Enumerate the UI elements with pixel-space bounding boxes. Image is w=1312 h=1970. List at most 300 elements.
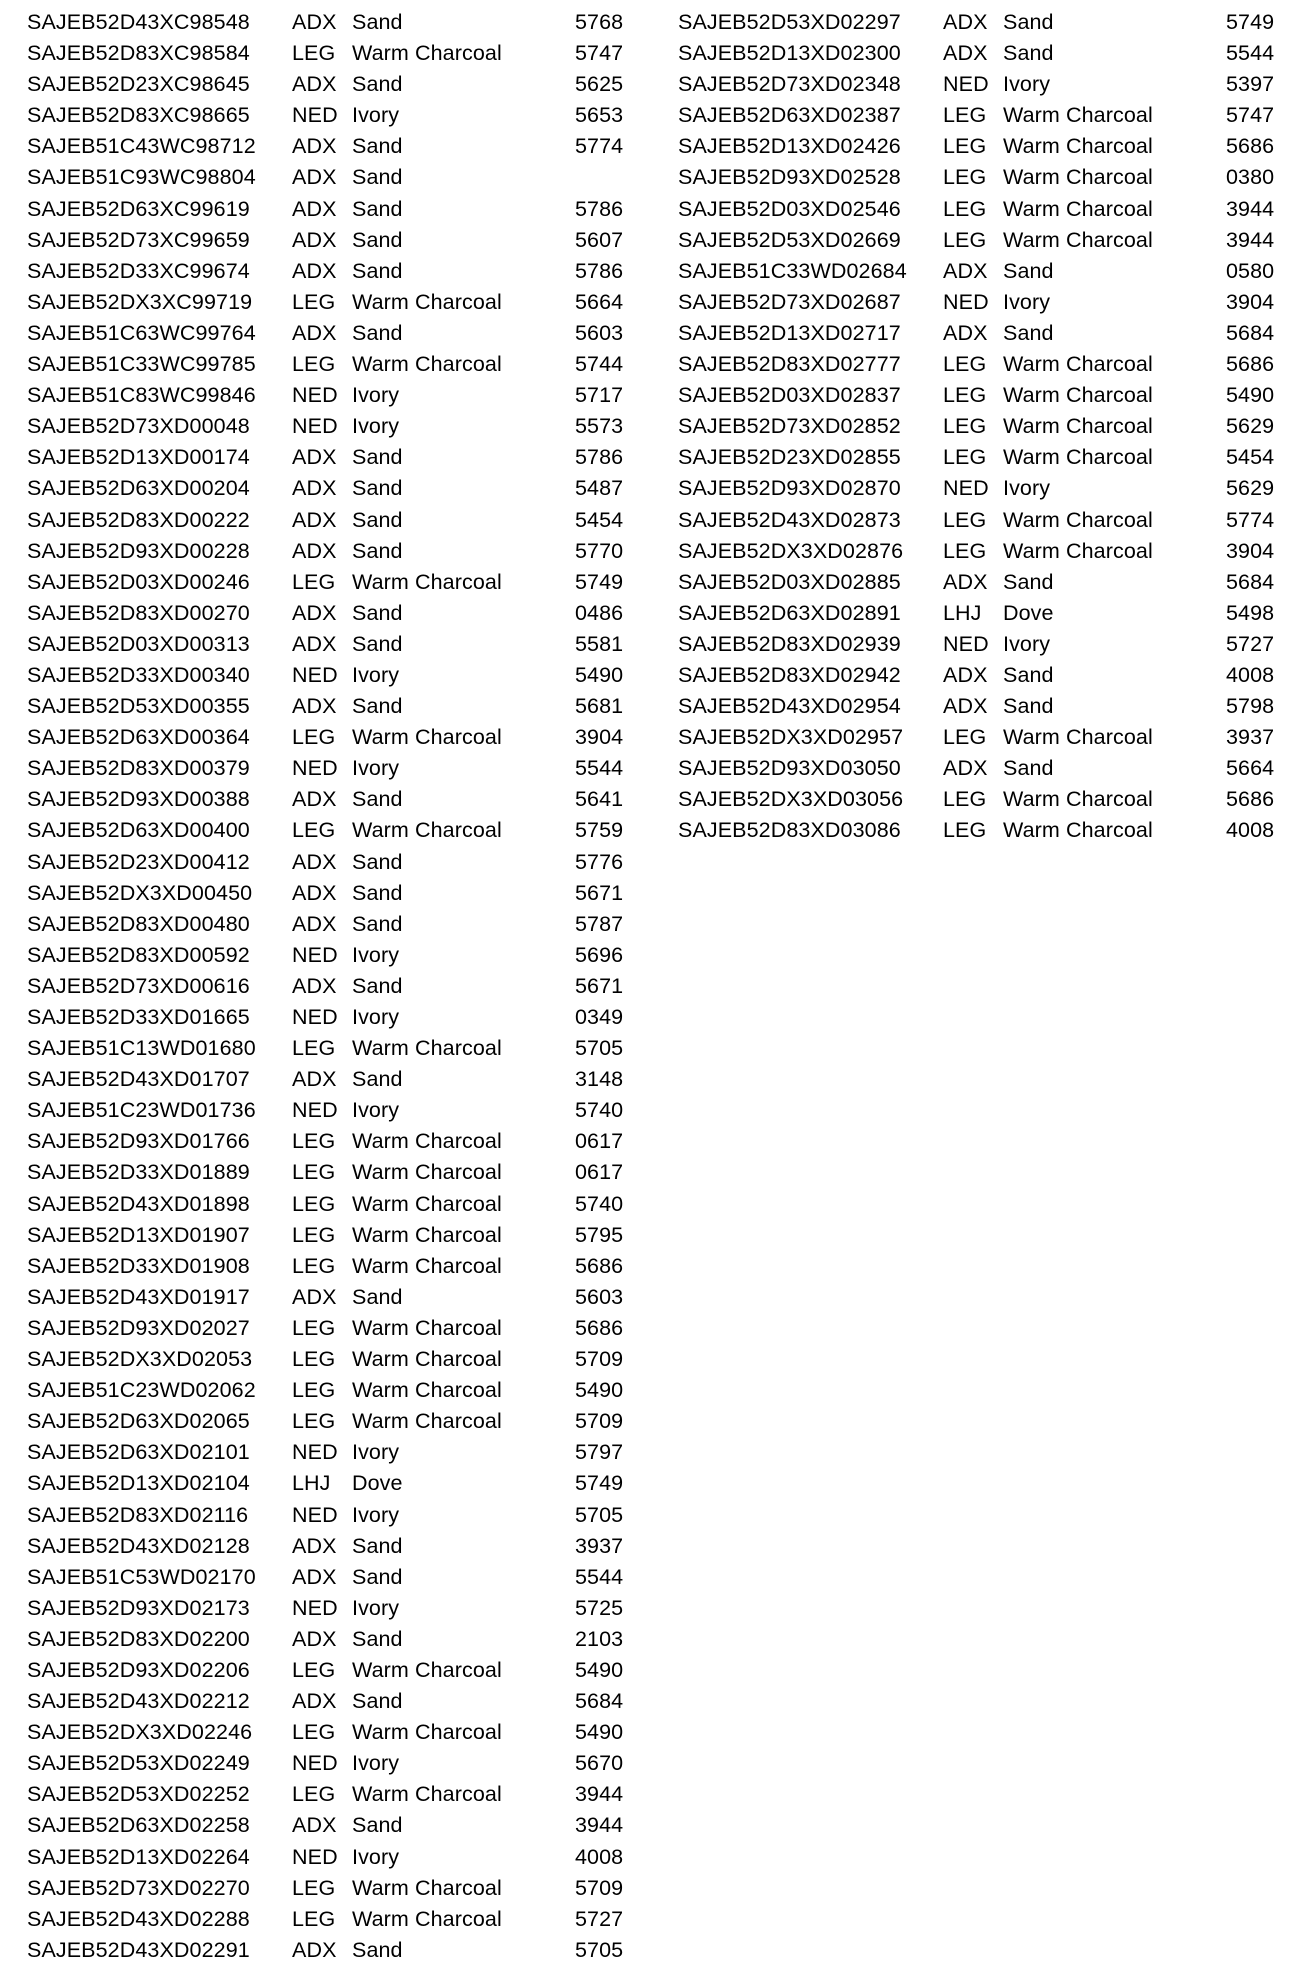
stock-number: 4008	[1226, 662, 1275, 687]
stock-number: 0580	[1226, 258, 1275, 283]
color-name: Sand	[352, 72, 403, 97]
color-name: Sand	[352, 1689, 403, 1714]
color-name: Warm Charcoal	[1003, 383, 1153, 408]
stock-number: 5684	[1226, 569, 1275, 594]
stock-number: 5607	[575, 227, 624, 252]
trim-code: NED	[292, 1098, 338, 1123]
trim-code: LEG	[943, 165, 987, 190]
color-name: Sand	[352, 1284, 403, 1309]
color-name: Sand	[1003, 756, 1054, 781]
vin-text: SAJEB52D73XD02270	[27, 1875, 250, 1900]
stock-number: 5725	[575, 1595, 624, 1620]
stock-number: 5684	[1226, 320, 1275, 345]
color-name: Warm Charcoal	[1003, 352, 1153, 377]
vin-text: SAJEB51C13WD01680	[27, 1036, 256, 1061]
stock-number: 5740	[575, 1191, 624, 1216]
color-name: Sand	[352, 320, 403, 345]
stock-number: 5774	[1226, 507, 1275, 532]
trim-code: NED	[292, 1751, 338, 1776]
trim-code: LHJ	[943, 600, 982, 625]
trim-code: ADX	[943, 662, 988, 687]
vin-text: SAJEB52D63XD02065	[27, 1409, 250, 1434]
vin-text: SAJEB52D53XD00355	[27, 694, 250, 719]
color-name: Ivory	[352, 1440, 400, 1465]
vin-text: SAJEB52D13XD02426	[678, 134, 901, 159]
stock-number: 5717	[575, 383, 624, 408]
color-name: Warm Charcoal	[352, 1409, 502, 1434]
trim-code: LEG	[943, 227, 987, 252]
stock-number: 5786	[575, 258, 624, 283]
color-name: Sand	[1003, 10, 1054, 34]
vin-text: SAJEB52DX3XD02876	[678, 538, 904, 563]
stock-number: 5709	[575, 1409, 624, 1434]
vin-text: SAJEB52D13XD02264	[27, 1844, 250, 1869]
stock-number: 5747	[1226, 103, 1275, 128]
trim-code: LEG	[292, 1875, 336, 1900]
trim-code: LEG	[943, 445, 987, 470]
trim-code: LEG	[292, 818, 336, 843]
vin-text: SAJEB52D93XD02528	[678, 165, 901, 190]
color-name: Warm Charcoal	[352, 1191, 502, 1216]
vin-text: SAJEB52D63XD02891	[678, 600, 901, 625]
trim-code: LEG	[292, 352, 336, 377]
trim-code: NED	[943, 72, 989, 97]
trim-code: ADX	[943, 258, 988, 283]
stock-number: 5671	[575, 973, 624, 998]
vin-text: SAJEB52D43XD02291	[27, 1937, 250, 1962]
stock-number: 5795	[575, 1222, 624, 1247]
vin-text: SAJEB52D43XC98548	[27, 10, 250, 34]
vin-text: SAJEB52D83XC98584	[27, 41, 250, 66]
vin-text: SAJEB52D73XD00048	[27, 414, 250, 439]
color-name: Warm Charcoal	[352, 725, 502, 750]
stock-number: 3148	[575, 1067, 624, 1092]
color-name: Warm Charcoal	[1003, 103, 1153, 128]
trim-code: LEG	[943, 507, 987, 532]
stock-number: 5603	[575, 1284, 624, 1309]
trim-code: ADX	[943, 756, 988, 781]
vin-text: SAJEB51C33WC99785	[27, 352, 256, 377]
color-name: Sand	[352, 1626, 403, 1651]
color-name: Warm Charcoal	[352, 1347, 502, 1372]
stock-number: 3937	[575, 1533, 624, 1558]
color-name: Sand	[1003, 694, 1054, 719]
vin-text: SAJEB52DX3XD00450	[27, 880, 253, 905]
stock-number: 5490	[575, 1720, 624, 1745]
trim-code: ADX	[292, 10, 337, 34]
color-name: Sand	[352, 631, 403, 656]
vin-text: SAJEB52D03XD00313	[27, 631, 250, 656]
vin-text: SAJEB52D33XD01665	[27, 1005, 250, 1029]
stock-number: 5744	[575, 352, 624, 377]
stock-number: 0486	[575, 600, 624, 625]
color-name: Sand	[352, 1564, 403, 1589]
trim-code: ADX	[943, 569, 988, 594]
stock-number: 5490	[575, 662, 624, 687]
vin-text: SAJEB52D83XC98665	[27, 103, 250, 128]
stock-number: 5498	[1226, 600, 1275, 625]
vin-text: SAJEB51C23WD01736	[27, 1098, 256, 1123]
vin-text: SAJEB52D13XD02300	[678, 41, 901, 66]
color-name: Warm Charcoal	[352, 352, 502, 377]
stock-number: 0617	[575, 1160, 624, 1185]
stock-number: 5705	[575, 1502, 624, 1527]
stock-number: 5670	[575, 1751, 624, 1776]
color-name: Sand	[1003, 258, 1054, 283]
trim-code: LEG	[292, 1720, 336, 1745]
stock-number: 5686	[575, 1253, 624, 1278]
color-name: Warm Charcoal	[1003, 165, 1153, 190]
color-name: Warm Charcoal	[352, 569, 502, 594]
trim-code: ADX	[292, 973, 337, 998]
color-name: Warm Charcoal	[352, 1657, 502, 1682]
color-name: Warm Charcoal	[352, 1036, 502, 1061]
vin-text: SAJEB52D63XD00204	[27, 476, 250, 501]
trim-code: LEG	[292, 725, 336, 750]
vin-text: SAJEB52D63XD02387	[678, 103, 901, 128]
trim-code: LEG	[292, 1315, 336, 1340]
color-name: Dove	[1003, 600, 1054, 625]
color-name: Sand	[352, 165, 403, 190]
color-name: Ivory	[352, 383, 400, 408]
stock-number: 5686	[575, 1315, 624, 1340]
color-name: Ivory	[1003, 476, 1051, 501]
color-name: Ivory	[352, 1844, 400, 1869]
stock-number: 4008	[1226, 818, 1275, 843]
color-name: Dove	[352, 1471, 403, 1496]
stock-number: 3937	[1226, 725, 1275, 750]
trim-code: LEG	[943, 787, 987, 812]
trim-code: LEG	[292, 569, 336, 594]
trim-code: ADX	[292, 1689, 337, 1714]
stock-number: 5684	[575, 1689, 624, 1714]
trim-code: ADX	[292, 165, 337, 190]
trim-code: NED	[292, 1595, 338, 1620]
vin-text: SAJEB52D23XD02855	[678, 445, 901, 470]
stock-number: 5581	[575, 631, 624, 656]
vin-text: SAJEB52D43XD02288	[27, 1906, 250, 1931]
vin-text: SAJEB52D83XD02939	[678, 631, 901, 656]
trim-code: ADX	[292, 600, 337, 625]
trim-code: NED	[292, 414, 338, 439]
trim-code: ADX	[292, 631, 337, 656]
stock-number: 0380	[1226, 165, 1275, 190]
vin-text: SAJEB52D03XD02837	[678, 383, 901, 408]
trim-code: ADX	[943, 320, 988, 345]
stock-number: 5544	[575, 756, 624, 781]
vin-text: SAJEB52D43XD02954	[678, 694, 901, 719]
stock-number: 5774	[575, 134, 624, 159]
vin-text: SAJEB52D43XD01707	[27, 1067, 250, 1092]
color-name: Sand	[352, 600, 403, 625]
color-name: Ivory	[352, 103, 400, 128]
color-name: Warm Charcoal	[352, 289, 502, 314]
vin-text: SAJEB52D53XD02249	[27, 1751, 250, 1776]
vin-text: SAJEB52D23XD00412	[27, 849, 250, 874]
color-name: Sand	[1003, 662, 1054, 687]
trim-code: LEG	[292, 1906, 336, 1931]
vin-text: SAJEB52D13XD02717	[678, 320, 901, 345]
trim-code: ADX	[292, 1284, 337, 1309]
color-name: Warm Charcoal	[1003, 414, 1153, 439]
trim-code: NED	[943, 476, 989, 501]
vin-text: SAJEB52D83XD00270	[27, 600, 250, 625]
stock-number: 5786	[575, 445, 624, 470]
stock-number: 5686	[1226, 787, 1275, 812]
trim-code: LEG	[943, 538, 987, 563]
trim-code: LEG	[292, 41, 336, 66]
stock-number: 5705	[575, 1036, 624, 1061]
vin-text: SAJEB52D33XC99674	[27, 258, 250, 283]
trim-code: LEG	[943, 103, 987, 128]
stock-number: 5681	[575, 694, 624, 719]
trim-code: ADX	[292, 134, 337, 159]
stock-number: 5544	[1226, 41, 1275, 66]
vin-text: SAJEB52D83XD00480	[27, 911, 250, 936]
vin-text: SAJEB52D63XC99619	[27, 196, 250, 221]
stock-number: 5653	[575, 103, 624, 128]
color-name: Ivory	[352, 1502, 400, 1527]
vin-text: SAJEB52D83XD03086	[678, 818, 901, 843]
color-name: Sand	[352, 694, 403, 719]
stock-number: 3944	[575, 1782, 624, 1807]
color-name: Ivory	[352, 1005, 400, 1029]
color-name: Sand	[352, 1533, 403, 1558]
vin-text: SAJEB52D13XD01907	[27, 1222, 250, 1247]
color-name: Warm Charcoal	[352, 1378, 502, 1403]
trim-code: ADX	[292, 258, 337, 283]
vin-text: SAJEB52D73XD00616	[27, 973, 250, 998]
trim-code: LEG	[292, 1253, 336, 1278]
trim-code: ADX	[292, 1937, 337, 1962]
vin-text: SAJEB52DX3XD02246	[27, 1720, 253, 1745]
stock-number: 5768	[575, 10, 624, 34]
color-name: Ivory	[352, 1595, 400, 1620]
trim-code: LEG	[292, 1191, 336, 1216]
stock-number: 5454	[575, 507, 624, 532]
trim-code: NED	[292, 1502, 338, 1527]
color-name: Warm Charcoal	[1003, 787, 1153, 812]
stock-number: 5603	[575, 320, 624, 345]
vin-text: SAJEB52DX3XD02957	[678, 725, 904, 750]
trim-code: ADX	[292, 476, 337, 501]
vin-text: SAJEB52D53XD02252	[27, 1782, 250, 1807]
trim-code: ADX	[292, 320, 337, 345]
trim-code: ADX	[292, 445, 337, 470]
stock-number: 5573	[575, 414, 624, 439]
vin-text: SAJEB52D93XD02173	[27, 1595, 250, 1620]
color-name: Sand	[352, 1937, 403, 1962]
stock-number: 5709	[575, 1875, 624, 1900]
stock-number: 5664	[1226, 756, 1275, 781]
color-name: Ivory	[1003, 631, 1051, 656]
color-name: Warm Charcoal	[1003, 507, 1153, 532]
color-name: Sand	[352, 787, 403, 812]
trim-code: ADX	[292, 227, 337, 252]
color-name: Sand	[352, 10, 403, 34]
color-name: Warm Charcoal	[352, 1253, 502, 1278]
trim-code: ADX	[292, 880, 337, 905]
stock-number: 5786	[575, 196, 624, 221]
vin-text: SAJEB52D13XD00174	[27, 445, 250, 470]
stock-number: 5625	[575, 72, 624, 97]
stock-number: 0349	[575, 1005, 624, 1029]
color-name: Ivory	[352, 662, 400, 687]
trim-code: ADX	[943, 10, 988, 34]
vin-text: SAJEB52DX3XD02053	[27, 1347, 253, 1372]
trim-code: ADX	[292, 538, 337, 563]
stock-number: 5544	[575, 1564, 624, 1589]
vin-text: SAJEB52D73XD02687	[678, 289, 901, 314]
color-name: Warm Charcoal	[352, 1720, 502, 1745]
vin-text: SAJEB52D93XD00228	[27, 538, 250, 563]
vin-text: SAJEB51C83WC99846	[27, 383, 256, 408]
color-name: Warm Charcoal	[1003, 196, 1153, 221]
trim-code: LEG	[292, 1409, 336, 1434]
vin-text: SAJEB51C33WD02684	[678, 258, 907, 283]
vin-text: SAJEB51C23WD02062	[27, 1378, 256, 1403]
vin-text: SAJEB52D23XC98645	[27, 72, 250, 97]
vin-text: SAJEB52D93XD02870	[678, 476, 901, 501]
trim-code: NED	[292, 1844, 338, 1869]
vin-text: SAJEB52D43XD02128	[27, 1533, 250, 1558]
trim-code: LEG	[292, 1036, 336, 1061]
color-name: Warm Charcoal	[352, 1160, 502, 1185]
stock-number: 5749	[1226, 10, 1275, 34]
vin-text: SAJEB52D83XD02777	[678, 352, 901, 377]
color-name: Ivory	[1003, 72, 1051, 97]
trim-code: LEG	[943, 352, 987, 377]
trim-code: LEG	[943, 196, 987, 221]
trim-code: LEG	[292, 1160, 336, 1185]
trim-code: ADX	[292, 196, 337, 221]
trim-code: ADX	[292, 1813, 337, 1838]
stock-number: 5797	[575, 1440, 624, 1465]
color-name: Warm Charcoal	[1003, 538, 1153, 563]
trim-code: LEG	[292, 1347, 336, 1372]
trim-code: LEG	[943, 725, 987, 750]
vin-text: SAJEB52D43XD01898	[27, 1191, 250, 1216]
trim-code: ADX	[292, 1533, 337, 1558]
vin-text: SAJEB52D93XD03050	[678, 756, 901, 781]
stock-number: 5759	[575, 818, 624, 843]
stock-number: 5787	[575, 911, 624, 936]
stock-number: 5686	[1226, 134, 1275, 159]
stock-number: 5776	[575, 849, 624, 874]
color-name: Warm Charcoal	[352, 1875, 502, 1900]
color-name: Warm Charcoal	[352, 1782, 502, 1807]
trim-code: LEG	[292, 289, 336, 314]
trim-code: LEG	[943, 134, 987, 159]
trim-code: NED	[292, 103, 338, 128]
trim-code: ADX	[292, 1564, 337, 1589]
trim-code: NED	[943, 631, 989, 656]
color-name: Warm Charcoal	[1003, 227, 1153, 252]
color-name: Warm Charcoal	[1003, 445, 1153, 470]
vin-text: SAJEB52D93XD02027	[27, 1315, 250, 1340]
trim-code: NED	[943, 289, 989, 314]
color-name: Sand	[1003, 320, 1054, 345]
trim-code: NED	[292, 383, 338, 408]
trim-code: LEG	[943, 414, 987, 439]
stock-number: 5397	[1226, 72, 1275, 97]
stock-number: 5641	[575, 787, 624, 812]
stock-number: 0617	[575, 1129, 624, 1154]
vin-text: SAJEB52D73XD02852	[678, 414, 901, 439]
stock-number: 5770	[575, 538, 624, 563]
stock-number: 5686	[1226, 352, 1275, 377]
stock-number: 5747	[575, 41, 624, 66]
vin-text: SAJEB52D43XD01917	[27, 1284, 250, 1309]
color-name: Warm Charcoal	[352, 1129, 502, 1154]
color-name: Ivory	[352, 414, 400, 439]
vin-text: SAJEB51C53WD02170	[27, 1564, 256, 1589]
vin-text: SAJEB52D73XC99659	[27, 227, 250, 252]
vin-text: SAJEB51C43WC98712	[27, 134, 256, 159]
vin-text: SAJEB52D33XD01889	[27, 1160, 250, 1185]
vin-text: SAJEB52D43XD02212	[27, 1689, 250, 1714]
vin-text: SAJEB51C93WC98804	[27, 165, 256, 190]
color-name: Sand	[352, 134, 403, 159]
stock-number: 5696	[575, 942, 624, 967]
vin-text: SAJEB51C63WC99764	[27, 320, 256, 345]
vin-text: SAJEB52DX3XC99719	[27, 289, 253, 314]
stock-number: 5798	[1226, 694, 1275, 719]
color-name: Warm Charcoal	[1003, 725, 1153, 750]
trim-code: LEG	[292, 1378, 336, 1403]
stock-number: 5749	[575, 1471, 624, 1496]
vin-text: SAJEB52D83XD02116	[27, 1502, 249, 1527]
trim-code: ADX	[292, 1626, 337, 1651]
trim-code: LEG	[292, 1657, 336, 1682]
vin-text: SAJEB52D73XD02348	[678, 72, 901, 97]
color-name: Sand	[352, 849, 403, 874]
stock-number: 3944	[1226, 227, 1275, 252]
vin-text: SAJEB52DX3XD03056	[678, 787, 904, 812]
trim-code: LEG	[292, 1222, 336, 1247]
trim-code: ADX	[943, 41, 988, 66]
stock-number: 5629	[1226, 414, 1275, 439]
stock-number: 5490	[1226, 383, 1275, 408]
vin-text: SAJEB52D53XD02669	[678, 227, 901, 252]
color-name: Sand	[352, 196, 403, 221]
color-name: Warm Charcoal	[352, 1906, 502, 1931]
stock-number: 3904	[1226, 289, 1275, 314]
color-name: Sand	[352, 1813, 403, 1838]
color-name: Sand	[352, 476, 403, 501]
stock-number: 4008	[575, 1844, 624, 1869]
stock-number: 5749	[575, 569, 624, 594]
color-name: Sand	[352, 1067, 403, 1092]
trim-code: ADX	[292, 787, 337, 812]
trim-code: LEG	[292, 1782, 336, 1807]
color-name: Ivory	[1003, 289, 1051, 314]
color-name: Sand	[352, 973, 403, 998]
trim-code: ADX	[292, 694, 337, 719]
stock-number: 3944	[1226, 196, 1275, 221]
stock-number: 5709	[575, 1347, 624, 1372]
vin-text: SAJEB52D93XD00388	[27, 787, 250, 812]
vin-text: SAJEB52D63XD00400	[27, 818, 250, 843]
trim-code: ADX	[292, 72, 337, 97]
color-name: Warm Charcoal	[352, 818, 502, 843]
trim-code: LHJ	[292, 1471, 331, 1496]
stock-number: 5740	[575, 1098, 624, 1123]
vin-text: SAJEB52D53XD02297	[678, 10, 901, 34]
color-name: Warm Charcoal	[1003, 134, 1153, 159]
stock-number: 5727	[575, 1906, 624, 1931]
vin-text: SAJEB52D63XD02258	[27, 1813, 250, 1838]
